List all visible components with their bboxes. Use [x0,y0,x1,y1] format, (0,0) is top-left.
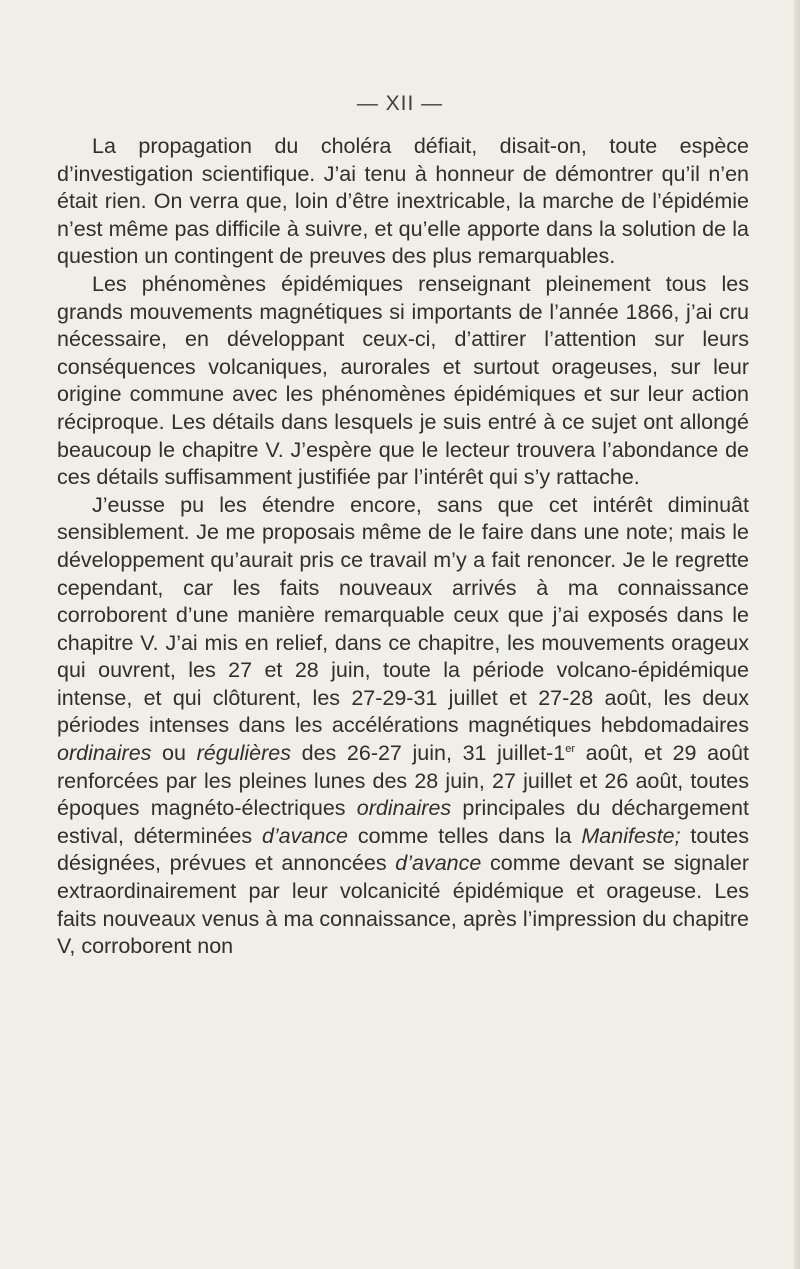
paragraph [57,271,749,492]
text-run: La propagation du choléra défiait, disait-on, toute espèce d’investigation scientifique. J’ai tenu à honneur de démontrer qu’il n’en était rien. On verra que, loin d’être inextricable, la marche de l’épidémie n’est même pas difficile à suivre, et qu’elle apporte dans la solution de la question un contingent de preuves des plus remarquables. [57,134,749,269]
body-text [57,133,749,961]
italic-text: ordinaires [57,741,152,766]
page-number: — XII — [356,92,444,115]
page-edge [794,0,800,1269]
text-run: J’eusse pu les étendre encore, sans que cet intérêt diminuât sensiblement. Je me proposais même de le faire dans une note; mais le développement qu’aurait pris ce travail m’y a fait renoncer. Je le regrette cependant, car les faits nouveaux arrivés à ma connaissance corroborent d’une manière remarquable ceux que j’ai exposés dans le chapitre V. J’ai mis en relief, dans ce chapitre, les mouvements orageux qui ouvrent, les 27 et 28 juin, toute la période volcano-épidémique intense, et qui clôturent, les 27-29-31 juillet et 27-28 août, les deux périodes intenses dans les accélérations magnétiques hebdomadaires [57,492,749,738]
text-run: principales du déchargement estival, déterminées [57,796,749,848]
italic-text: d’avance [395,851,482,876]
paragraph [57,492,749,961]
text-run: août, et 29 août renforcées par les pleines lunes des 28 juin, 27 juillet et 26 août, toutes époques magnéto-électriques [57,741,749,821]
text-run: des 26-27 juin, 31 juillet-1 [291,741,566,766]
italic-text: régulières [196,741,291,766]
text-run: ou [151,741,197,766]
text-run: Les phénomènes épidémiques renseignant pleinement tous les grands mouvements magnétiques si importants de l’année 1866, j’ai cru nécessaire, en développant ceux-ci, d’attirer l’attention sur leurs conséquences volcaniques, aurorales et surtout orageuses, sur leur origine commune avec les phénomènes épidémiques et sur leur action réciproque. Les détails dans lesquels je suis entré à ce sujet ont allongé beaucoup le chapitre V. J’espère que le lecteur trouvera l’abondance de ces détails suffisamment justifiée par l’intérêt qui s’y rattache. [57,271,749,490]
italic-text: d’avance [261,823,349,848]
text-run: comme telles dans la [348,823,582,848]
text-run: toutes désignées, prévues et annoncées [57,823,749,876]
italic-text: Manifeste; [581,823,681,848]
paragraph [57,133,749,271]
superscript-text: er [565,742,575,755]
text-run: comme devant se signaler extraordinairement par leur volcanicité épidémique et orageuse. Les faits nouveaux venus à ma connaissance, après l’impression du chapitre V, corroborent non [57,851,749,959]
italic-text: ordinaires [356,796,452,821]
